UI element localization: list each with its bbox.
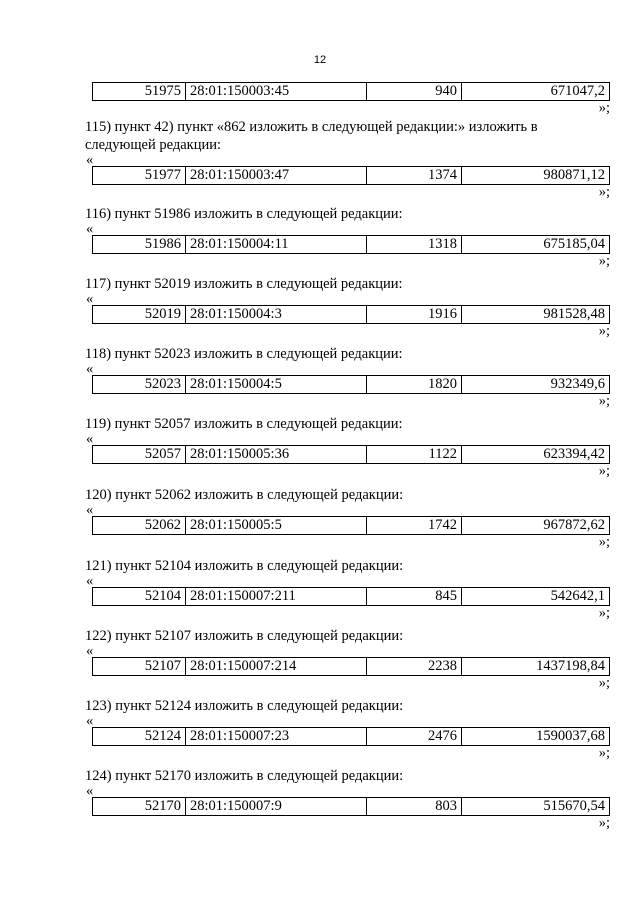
data-table [92,587,610,606]
cell-number: 52170 [93,798,186,816]
cell-area: 1318 [367,236,462,254]
table-row [93,728,610,746]
closing-quote: »; [598,605,610,621]
cell-value: 542642,1 [462,588,610,606]
cell-cadastre: 28:01:150007:214 [186,658,367,676]
amendment-entry [85,345,610,409]
cell-number: 51975 [93,83,186,101]
cell-area: 1374 [367,167,462,185]
amendment-text: 120) пункт 52062 изложить в следующей редакции: [85,487,404,503]
amendment-text: 123) пункт 52124 изложить в следующей редакции: [85,698,404,714]
amendment-entry [85,205,610,269]
table-row [93,588,610,606]
table-row [93,376,610,394]
cell-number: 51977 [93,167,186,185]
first-entry [92,82,610,116]
cell-cadastre: 28:01:150004:11 [186,236,367,254]
table-row [93,83,610,101]
cell-value: 932349,6 [462,376,610,394]
amendment-text: 117) пункт 52019 изложить в следующей редакции: [85,276,403,292]
table-row [93,167,610,185]
cell-number: 52124 [93,728,186,746]
amendment-entry [85,275,610,339]
amendment-entry [85,415,610,479]
cell-cadastre: 28:01:150003:47 [186,167,367,185]
amendment-text: 119) пункт 52057 изложить в следующей редакции: [85,416,403,432]
amendment-entry [85,767,610,831]
closing-quote: »; [598,534,610,550]
cell-area: 845 [367,588,462,606]
opening-quote: « [86,783,94,799]
cell-value: 981528,48 [462,306,610,324]
amendment-text: 116) пункт 51986 изложить в следующей редакции: [85,206,403,222]
data-table [92,445,610,464]
amendment-entry [85,118,610,200]
cell-number: 52023 [93,376,186,394]
opening-quote: « [86,361,94,377]
closing-quote: »; [598,253,610,269]
cell-area: 803 [367,798,462,816]
opening-quote: « [86,643,94,659]
cell-value: 623394,42 [462,446,610,464]
closing-quote: »; [598,815,610,831]
cell-number: 52107 [93,658,186,676]
amendment-entry [85,557,610,621]
table-row [93,446,610,464]
cell-cadastre: 28:01:150005:5 [186,517,367,535]
amendment-text: 118) пункт 52023 изложить в следующей редакции: [85,346,403,362]
cell-value: 671047,2 [462,83,610,101]
cell-area: 2238 [367,658,462,676]
data-table [92,797,610,816]
opening-quote: « [86,713,94,729]
closing-quote: »; [598,184,610,200]
data-table [92,82,610,101]
opening-quote: « [86,291,94,307]
closing-quote: »; [598,675,610,691]
opening-quote: « [86,152,94,168]
opening-quote: « [86,573,94,589]
data-table [92,305,610,324]
cell-value: 515670,54 [462,798,610,816]
data-table [92,727,610,746]
cell-number: 52104 [93,588,186,606]
cell-area: 940 [367,83,462,101]
amendment-text: 115) пункт 42) пункт «862 изложить в следующей редакции:» изложить в следующей редакции: [85,119,538,153]
cell-area: 1820 [367,376,462,394]
cell-number: 52019 [93,306,186,324]
amendment-entry [85,486,610,550]
data-table [92,657,610,676]
closing-quote: »; [598,323,610,339]
cell-cadastre: 28:01:150007:211 [186,588,367,606]
cell-number: 52057 [93,446,186,464]
cell-area: 1122 [367,446,462,464]
data-table [92,166,610,185]
cell-area: 2476 [367,728,462,746]
cell-cadastre: 28:01:150007:23 [186,728,367,746]
opening-quote: « [86,221,94,237]
table-row [93,236,610,254]
closing-quote: »; [598,393,610,409]
table-row [93,658,610,676]
cell-area: 1916 [367,306,462,324]
data-table [92,516,610,535]
cell-value: 1590037,68 [462,728,610,746]
data-table [92,235,610,254]
cell-value: 1437198,84 [462,658,610,676]
table-row [93,306,610,324]
amendment-text: 122) пункт 52107 изложить в следующей редакции: [85,628,404,644]
cell-number: 51986 [93,236,186,254]
amendment-entry [85,627,610,691]
table-row [93,517,610,535]
closing-quote: »; [598,463,610,479]
page-number: 12 [313,54,327,66]
amendment-text: 121) пункт 52104 изложить в следующей редакции: [85,558,404,574]
cell-cadastre: 28:01:150004:3 [186,306,367,324]
opening-quote: « [86,502,94,518]
cell-area: 1742 [367,517,462,535]
closing-quote: »; [598,100,610,116]
cell-value: 675185,04 [462,236,610,254]
cell-cadastre: 28:01:150003:45 [186,83,367,101]
opening-quote: « [86,431,94,447]
cell-value: 980871,12 [462,167,610,185]
cell-number: 52062 [93,517,186,535]
cell-cadastre: 28:01:150007:9 [186,798,367,816]
amendment-entry [85,697,610,761]
cell-value: 967872,62 [462,517,610,535]
closing-quote: »; [598,745,610,761]
table-row [93,798,610,816]
cell-cadastre: 28:01:150004:5 [186,376,367,394]
amendment-text: 124) пункт 52170 изложить в следующей редакции: [85,768,404,784]
cell-cadastre: 28:01:150005:36 [186,446,367,464]
data-table [92,375,610,394]
